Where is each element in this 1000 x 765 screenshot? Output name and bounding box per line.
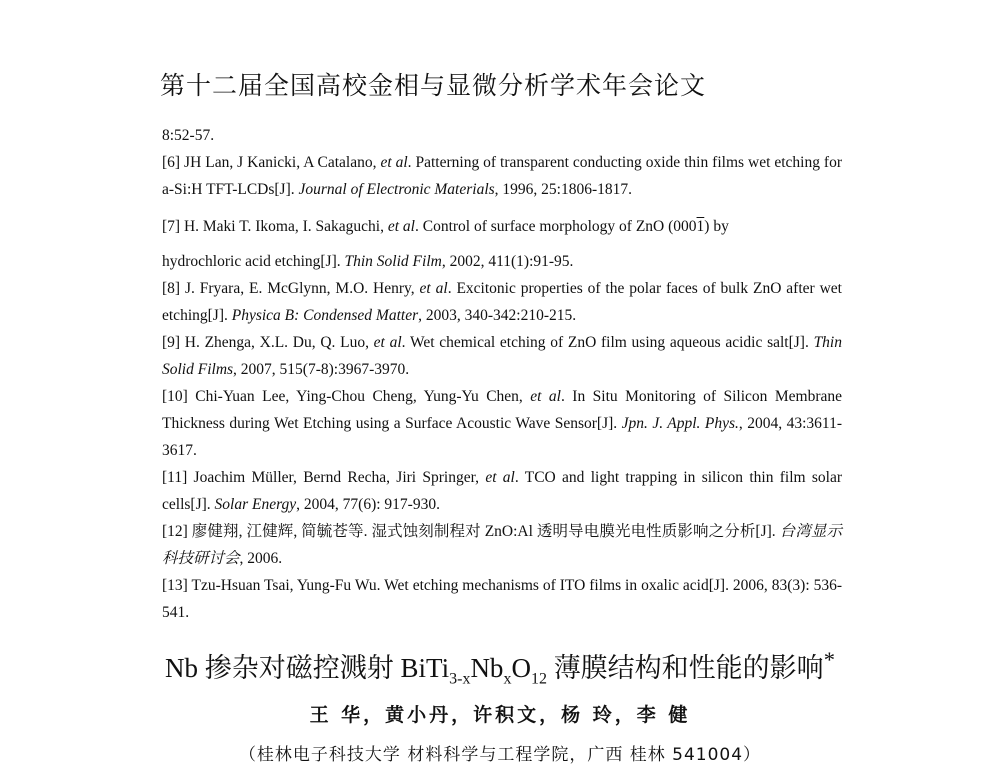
reference-13: [13] Tzu-Hsuan Tsai, Yung-Fu Wu. Wet etching mechanisms of ITO films in oxalic acid[J]. 2006, 83(3): 536-541. [162, 577, 842, 621]
reference-10-journal: Jpn. J. Appl. Phys. [621, 415, 739, 432]
reference-7-continued: hydrochloric acid etching[J]. Thin Solid Film, 2002, 411(1):91-95. [162, 253, 574, 270]
reference-7: [7] H. Maki T. Ikoma, I. Sakaguchi, et al. Control of surface morphology of ZnO (0001) by [162, 218, 729, 235]
reference-continuation: 8:52-57. [162, 127, 215, 144]
reference-8: [8] J. Fryara, E. McGlynn, M.O. Henry, et al. Excitonic properties of the polar faces of bulk ZnO after wet etching[J]. Physica B: Condensed Matter, 2003, 340-342:210-215. [162, 280, 842, 324]
overbar-digit: 1 [696, 218, 705, 235]
reference-12: [12] 廖健翔, 江健辉, 简毓苍等. 湿式蚀刻制程对 ZnO:Al 透明导电膜光电性质影响之分析[J]. 台湾显示科技研讨会, 2006. [162, 523, 842, 567]
et-al: et al [373, 334, 402, 351]
reference-12-journal: 台湾显示科技研讨会 [162, 523, 842, 567]
conference-header: 第十二届全国高校金相与显微分析学术年会论文 [160, 71, 707, 100]
reference-7-authors: [7] H. Maki T. Ikoma, I. Sakaguchi, [162, 218, 388, 235]
author-list: 王 华，黄小丹，许积文，杨 玲，李 健 [309, 704, 691, 726]
reference-11-journal: Solar Energy [214, 496, 297, 513]
reference-list [162, 122, 842, 626]
reference-6-title: . Patterning of transparent conducting oxide thin films wet etching for a-Si:H TFT-LCDs[J]. [162, 154, 842, 198]
article-title: Nb 掺杂对磁控溅射 $BiTi_{3-x}Nb_xO_{12}$ 薄膜结构和性能的影响* [165, 647, 835, 688]
reference-8-journal: Physica B: Condensed Matter [231, 307, 419, 324]
reference-7-journal: Thin Solid Film [344, 253, 442, 270]
reference-6-journal: Journal of Electronic Materials [298, 181, 495, 198]
miller-index: (0001) [668, 218, 710, 235]
reference-10: [10] Chi-Yuan Lee, Ying-Chou Cheng, Yung-Yu Chen, et al. In Situ Monitoring of Silicon Membrane Thickness during Wet Etching using a Surface Acoustic Wave Sensor[J]. Jpn. J. Appl. Phys., 2004, 43:3611-3617. [162, 388, 842, 459]
reference-11: [11] Joachim Müller, Bernd Recha, Jiri Springer, et al. TCO and light trapping in silicon thin film solar cells[J]. Solar Energy, 2004, 77(6): 917-930. [162, 469, 842, 513]
et-al: et al [485, 469, 515, 486]
et-al: et al [419, 280, 448, 297]
affiliation: （桂林电子科技大学 材料科学与工程学院，广西 桂林 541004） [238, 745, 762, 765]
reference-6-authors: [6] JH Lan, J Kanicki, A Catalano, [162, 154, 381, 171]
et-al: et al [387, 218, 415, 235]
et-al: et al [380, 154, 408, 171]
reference-6-volume: , 1996, 25:1806-1817. [494, 181, 633, 198]
footnote-marker: * [823, 647, 835, 672]
et-al: et al [530, 388, 561, 405]
reference-6 [162, 149, 842, 203]
reference-9-journal: Thin Solid Films [162, 334, 842, 378]
reference-7-title: . Control of surface morphology of ZnO [414, 218, 669, 235]
reference-9: [9] H. Zhenga, X.L. Du, Q. Luo, et al. Wet chemical etching of ZnO film using aqueous acidic salt[J]. Thin Solid Films, 2007, 515(7-8):3967-3970. [162, 334, 842, 378]
